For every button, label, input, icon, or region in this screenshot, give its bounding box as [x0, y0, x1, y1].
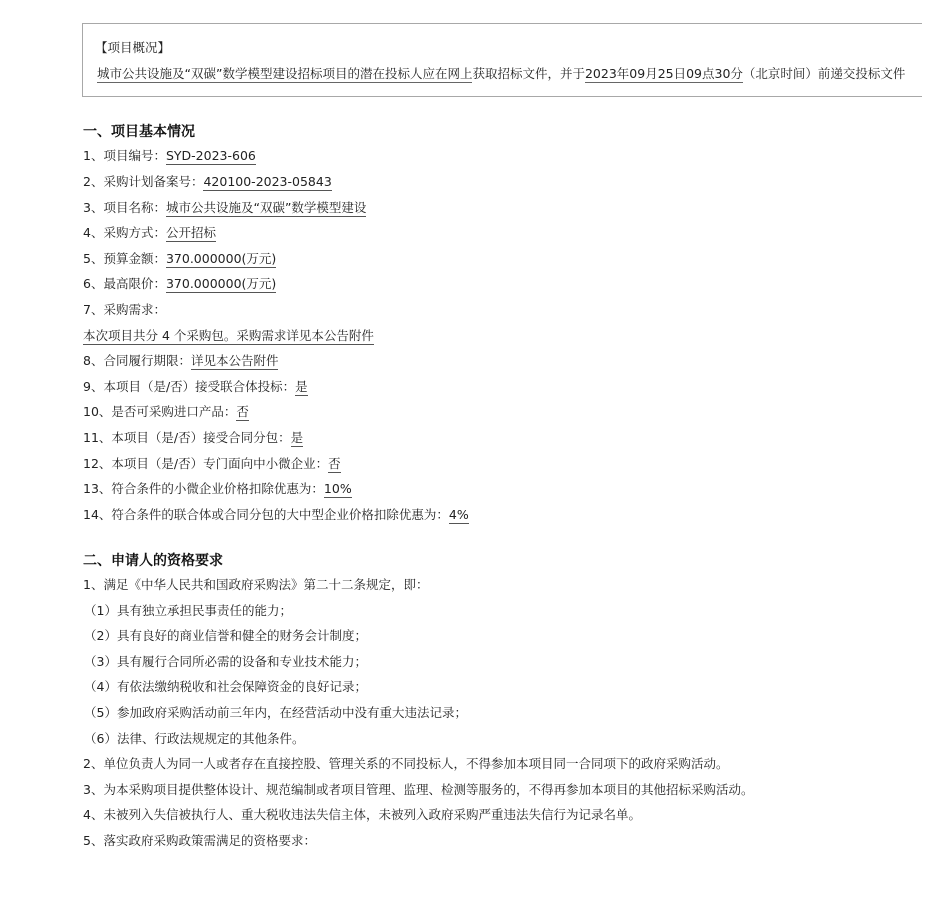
- basic-info-item: [83, 200, 366, 216]
- item-label: 10、是否可采购进口产品：: [83, 404, 237, 419]
- basic-info-item: [83, 328, 374, 344]
- item-label: 3、项目名称：: [83, 200, 166, 215]
- item-label: 14、符合条件的联合体或合同分包的大中型企业价格扣除优惠为：: [83, 507, 449, 522]
- item-label: 8、合同履行期限：: [83, 353, 191, 368]
- basic-info-item: [83, 456, 341, 472]
- qualification-item: 1、满足《中华人民共和国政府采购法》第二十二条规定，即：: [83, 577, 429, 592]
- qualification-item: （3）具有履行合同所必需的设备和专业技术能力；: [84, 654, 367, 669]
- small-micro-discount: 10%: [323, 481, 352, 496]
- overview-deadline: 2023年09月25日09点30分: [584, 66, 743, 81]
- basic-info-item: [83, 404, 249, 420]
- section1-heading: 一、项目基本情况: [83, 124, 195, 140]
- qualification-item: （4）有依法缴纳税收和社会保障资金的良好记录；: [84, 679, 367, 694]
- qualification-item: 2、单位负责人为同一人或者存在直接控股、管理关系的不同投标人，不得参加本项目同一合同项下的政府采购活动。: [83, 756, 729, 771]
- procurement-demand: 本次项目共分 4 个采购包。采购需求详见本公告附件: [83, 328, 374, 343]
- overview-text-pre: 城市公共设施及“双碳”数学模型建设招标项目的潜在投标人应在: [97, 66, 448, 81]
- basic-info-item: [83, 353, 278, 369]
- item-label: 2、采购计划备案号：: [83, 174, 204, 189]
- max-price: 370.000000(万元): [165, 276, 277, 291]
- item-label: 11、本项目（是/否）接受合同分包：: [83, 430, 291, 445]
- overview-title: 【项目概况】: [95, 40, 171, 55]
- item-label: 7、采购需求：: [83, 302, 166, 317]
- basic-info-item: [83, 302, 166, 318]
- qualification-item: （1）具有独立承担民事责任的能力；: [84, 603, 292, 618]
- plan-record-number: 420100-2023-05843: [203, 174, 332, 189]
- item-label: 6、最高限价：: [83, 276, 166, 291]
- basic-info-item: [83, 225, 216, 241]
- overview-text-mid: 获取招标文件，并于: [472, 66, 585, 81]
- basic-info-item: [83, 174, 332, 190]
- basic-info-item: [83, 430, 303, 446]
- basic-info-item: [83, 148, 256, 164]
- item-label: 13、符合条件的小微企业价格扣除优惠为：: [83, 481, 324, 496]
- overview-text: [97, 64, 905, 82]
- qualification-item: 5、落实政府采购政策需满足的资格要求：: [83, 833, 316, 848]
- contract-period: 详见本公告附件: [190, 353, 279, 368]
- qualification-item: 3、为本采购项目提供整体设计、规范编制或者项目管理、监理、检测等服务的，不得再参加本项目的其他招标采购活动。: [83, 782, 754, 797]
- qualification-item: （6）法律、行政法规规定的其他条件。: [84, 731, 305, 746]
- basic-info-item: [83, 276, 276, 292]
- item-label: 5、预算金额：: [83, 251, 166, 266]
- item-label: 1、项目编号：: [83, 148, 166, 163]
- item-label: 9、本项目（是/否）接受联合体投标：: [83, 379, 296, 394]
- procurement-method: 公开招标: [165, 225, 216, 240]
- basic-info-item: [83, 251, 276, 267]
- project-number: SYD-2023-606: [165, 148, 256, 163]
- project-overview-box: [82, 23, 922, 97]
- section2-heading: 二、申请人的资格要求: [83, 553, 223, 569]
- overview-text-post: （北京时间）前递交投标文件: [742, 66, 906, 81]
- qualification-item: （5）参加政府采购活动前三年内，在经营活动中没有重大违法记录；: [84, 705, 467, 720]
- basic-info-item: [83, 507, 469, 523]
- overview-online-link[interactable]: 网上: [447, 66, 473, 81]
- contract-subcontract: 是: [290, 430, 304, 445]
- basic-info-item: [83, 481, 352, 497]
- project-name: 城市公共设施及“双碳”数学模型建设: [165, 200, 367, 215]
- imported-products: 否: [236, 404, 249, 419]
- qualification-item: 4、未被列入失信被执行人、重大税收违法失信主体，未被列入政府采购严重违法失信行为记录名单。: [83, 807, 641, 822]
- budget-amount: 370.000000(万元): [165, 251, 277, 266]
- basic-info-item: [83, 379, 308, 395]
- item-label: 12、本项目（是/否）专门面向中小微企业：: [83, 456, 329, 471]
- large-medium-discount: 4%: [448, 507, 469, 522]
- item-label: 4、采购方式：: [83, 225, 166, 240]
- qualification-item: （2）具有良好的商业信誉和健全的财务会计制度；: [84, 628, 367, 643]
- sme-only: 否: [328, 456, 341, 471]
- consortium-bid: 是: [295, 379, 308, 394]
